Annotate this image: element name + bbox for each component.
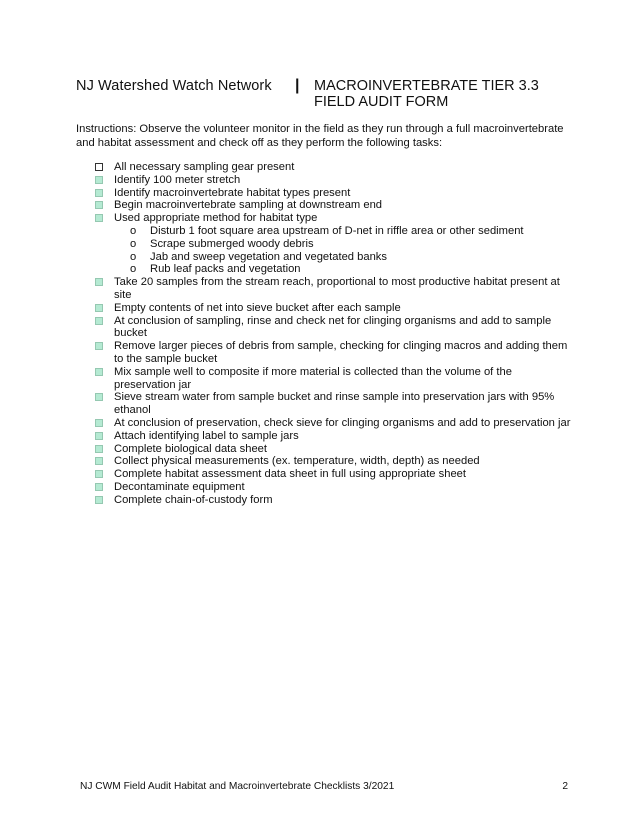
- checkbox[interactable]: [95, 317, 103, 325]
- checkbox[interactable]: [95, 201, 103, 209]
- checklist-item: [92, 199, 572, 212]
- form-title: [314, 78, 539, 110]
- checkbox[interactable]: [95, 278, 103, 286]
- checklist-item: [92, 315, 572, 341]
- checklist-item-label: Complete chain-of-custody form: [114, 493, 273, 506]
- checklist-item: [92, 340, 572, 366]
- checklist-item-label: Sieve stream water from sample bucket and rinse sample into preservation jars with 95% ethanol: [114, 391, 555, 417]
- checkbox[interactable]: [95, 176, 103, 184]
- audit-checklist: [92, 161, 572, 507]
- checklist-item: [92, 302, 572, 315]
- checkbox[interactable]: [95, 342, 103, 350]
- checkbox[interactable]: [95, 496, 103, 504]
- checklist-item-label: Used appropriate method for habitat type: [114, 212, 318, 225]
- checkbox[interactable]: [95, 214, 103, 222]
- checklist-item: [92, 276, 572, 302]
- checklist-item: [92, 430, 572, 443]
- footer-text: NJ CWM Field Audit Habitat and Macroinvertebrate Checklists 3/2021: [80, 781, 395, 792]
- checkbox[interactable]: [95, 432, 103, 440]
- checkbox[interactable]: [95, 419, 103, 427]
- checklist-item: [92, 174, 572, 187]
- checklist-item-label: Attach identifying label to sample jars: [114, 429, 299, 442]
- page-number: 2: [562, 781, 568, 792]
- checklist-item-label: Identify 100 meter stretch: [114, 173, 241, 186]
- bullet-marker: o: [130, 263, 137, 276]
- sublist-item: [92, 263, 572, 276]
- bullet-marker: o: [130, 250, 137, 263]
- checkbox[interactable]: [95, 163, 103, 171]
- sublist-item-label: Disturb 1 foot square area upstream of D-net in riffle area or other sediment: [150, 224, 524, 237]
- checklist-item: [92, 161, 572, 174]
- sublist-item-label: Rub leaf packs and vegetation: [150, 263, 301, 276]
- sublist-item-label: Jab and sweep vegetation and vegetated banks: [150, 250, 387, 263]
- checkbox[interactable]: [95, 304, 103, 312]
- checkbox[interactable]: [95, 445, 103, 453]
- form-title-line-1: MACROINVERTEBRATE TIER 3.3: [314, 78, 539, 94]
- checklist-item: [92, 443, 572, 456]
- habitat-method-sublist: [92, 225, 572, 276]
- sublist-item-label: Scrape submerged woody debris: [150, 237, 314, 250]
- checkbox[interactable]: [95, 457, 103, 465]
- checklist-item: [92, 417, 572, 430]
- checklist-item: [92, 481, 572, 494]
- checkbox[interactable]: [95, 393, 103, 401]
- sublist-item: [92, 225, 572, 238]
- checklist-item-label: Decontaminate equipment: [114, 480, 245, 493]
- checklist-item: [92, 468, 572, 481]
- checklist-item-label: Identify macroinvertebrate habitat types present: [114, 186, 351, 199]
- checklist-item-label: At conclusion of sampling, rinse and check net for clinging organisms and add to sample bucket: [114, 314, 552, 340]
- habitat-method-sublist-wrapper: [92, 225, 572, 276]
- checklist-item-label: Empty contents of net into sieve bucket after each sample: [114, 301, 401, 314]
- header-separator: |: [295, 77, 300, 94]
- instructions-text: Instructions: Observe the volunteer monitor in the field as they run through a full macroinvertebrate and habitat assessment and check off as they perform the following tasks:: [76, 123, 564, 149]
- checklist-item: [92, 391, 572, 417]
- checkbox[interactable]: [95, 368, 103, 376]
- checklist-item: [92, 187, 572, 200]
- organization-name: NJ Watershed Watch Network: [76, 78, 272, 94]
- checklist-item-label: Complete habitat assessment data sheet in full using appropriate sheet: [114, 468, 466, 481]
- bullet-marker: o: [130, 224, 137, 237]
- checklist-item-label: Remove larger pieces of debris from sample, checking for clinging macros and adding them to the sample bucket: [114, 340, 568, 365]
- bullet-marker: o: [130, 237, 137, 250]
- checklist-item-label: Collect physical measurements (ex. temperature, width, depth) as needed: [114, 455, 480, 468]
- checkbox[interactable]: [95, 483, 103, 491]
- checklist-item-label: All necessary sampling gear present: [114, 161, 295, 173]
- checklist-item-label: Mix sample well to composite if more material is collected than the volume of the preservation jar: [114, 365, 512, 391]
- form-title-line-2: FIELD AUDIT FORM: [314, 94, 449, 110]
- checkbox[interactable]: [95, 189, 103, 197]
- checklist-item-label: Complete biological data sheet: [114, 442, 267, 455]
- checklist-item-label: Take 20 samples from the stream reach, proportional to most productive habitat present at site: [114, 276, 560, 301]
- checkbox[interactable]: [95, 470, 103, 478]
- checklist-item: [92, 366, 572, 392]
- checklist-item-label: At conclusion of preservation, check sieve for clinging organisms and add to preservation jar: [114, 416, 571, 429]
- checklist-item: [92, 455, 572, 468]
- sublist-item: [92, 238, 572, 251]
- checklist-item: [92, 212, 572, 225]
- checklist-item: [92, 494, 572, 507]
- sublist-item: [92, 251, 572, 264]
- checklist-item-label: Begin macroinvertebrate sampling at downstream end: [114, 199, 383, 212]
- form-header: [76, 78, 576, 114]
